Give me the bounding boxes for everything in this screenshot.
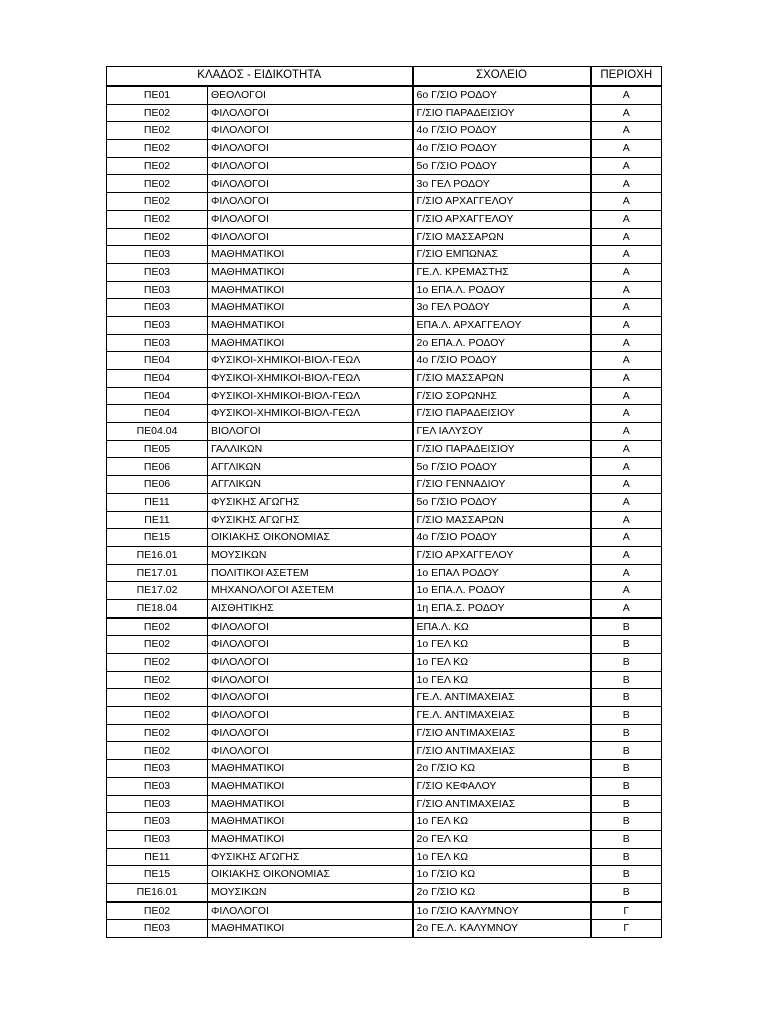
specialty-code-cell: ΠΕ17.01 xyxy=(107,564,208,582)
specialty-code-cell: ΠΕ17.02 xyxy=(107,582,208,600)
school-cell: 4ο Γ/ΣΙΟ ΡΟΔΟΥ xyxy=(413,352,591,370)
table-row xyxy=(107,440,662,458)
specialty-code-cell: ΠΕ02 xyxy=(107,902,208,920)
school-cell: Γ/ΣΙΟ ΣΟΡΩΝΗΣ xyxy=(413,387,591,405)
table-row xyxy=(107,511,662,529)
school-cell: Γ/ΣΙΟ ΑΝΤΙΜΑΧΕΙΑΣ xyxy=(413,795,591,813)
area-cell: Β xyxy=(591,866,662,884)
school-cell: 2ο ΕΠΑ.Λ. ΡΟΔΟΥ xyxy=(413,334,591,352)
specialty-code-cell: ΠΕ04 xyxy=(107,370,208,388)
specialty-code-cell: ΠΕ15 xyxy=(107,866,208,884)
specialty-code-cell: ΠΕ02 xyxy=(107,654,208,672)
school-cell: 1ο ΓΕΛ ΚΩ xyxy=(413,636,591,654)
specialty-code-cell: ΠΕ03 xyxy=(107,281,208,299)
area-cell: Α xyxy=(591,423,662,441)
table-row xyxy=(107,210,662,228)
specialty-name-cell: ΦΙΛΟΛΟΓΟΙ xyxy=(208,210,413,228)
table-row xyxy=(107,299,662,317)
school-cell: 1ο Γ/ΣΙΟ ΚΑΛΥΜΝΟΥ xyxy=(413,902,591,920)
table-row xyxy=(107,671,662,689)
specialty-code-cell: ΠΕ03 xyxy=(107,760,208,778)
table-row xyxy=(107,157,662,175)
school-cell: ΕΠΑ.Λ. ΑΡΧΑΓΓΕΛΟΥ xyxy=(413,316,591,334)
specialty-code-cell: ΠΕ05 xyxy=(107,440,208,458)
area-cell: Α xyxy=(591,140,662,158)
table-row xyxy=(107,564,662,582)
school-cell: Γ/ΣΙΟ ΠΑΡΑΔΕΙΣΙΟΥ xyxy=(413,440,591,458)
area-cell: Γ xyxy=(591,902,662,920)
header-specialty: ΚΛΑΔΟΣ - ΕΙΔΙΚΟΤΗΤΑ xyxy=(107,67,413,87)
area-cell: Γ xyxy=(591,920,662,938)
area-cell: Α xyxy=(591,157,662,175)
area-cell: Β xyxy=(591,724,662,742)
specialty-code-cell: ΠΕ02 xyxy=(107,636,208,654)
area-cell: Α xyxy=(591,352,662,370)
school-cell: ΓΕ.Λ. ΚΡΕΜΑΣΤΗΣ xyxy=(413,263,591,281)
specialty-code-cell: ΠΕ03 xyxy=(107,316,208,334)
area-cell: Α xyxy=(591,476,662,494)
school-cell: Γ/ΣΙΟ ΠΑΡΑΔΕΙΣΙΟΥ xyxy=(413,104,591,122)
specialty-code-cell: ΠΕ02 xyxy=(107,724,208,742)
table-row xyxy=(107,175,662,193)
area-cell: Β xyxy=(591,848,662,866)
specialty-code-cell: ΠΕ03 xyxy=(107,813,208,831)
table-row xyxy=(107,387,662,405)
specialty-code-cell: ΠΕ04.04 xyxy=(107,423,208,441)
specialty-code-cell: ΠΕ16.01 xyxy=(107,546,208,564)
table-row xyxy=(107,316,662,334)
area-cell: Α xyxy=(591,175,662,193)
specialty-name-cell: ΦΙΛΟΛΟΓΟΙ xyxy=(208,193,413,211)
area-cell: Α xyxy=(591,210,662,228)
table-row xyxy=(107,246,662,264)
specialty-name-cell: ΜΟΥΣΙΚΩΝ xyxy=(208,883,413,901)
table-row xyxy=(107,795,662,813)
specialty-name-cell: ΦΙΛΟΛΟΓΟΙ xyxy=(208,689,413,707)
table-row xyxy=(107,529,662,547)
specialty-name-cell: ΜΟΥΣΙΚΩΝ xyxy=(208,546,413,564)
area-cell: Α xyxy=(591,281,662,299)
school-cell: 6ο Γ/ΣΙΟ ΡΟΔΟΥ xyxy=(413,86,591,104)
area-cell: Β xyxy=(591,742,662,760)
specialty-code-cell: ΠΕ02 xyxy=(107,742,208,760)
table-row xyxy=(107,848,662,866)
table-row xyxy=(107,334,662,352)
area-cell: Α xyxy=(591,334,662,352)
school-cell: 1ο ΓΕΛ ΚΩ xyxy=(413,654,591,672)
specialty-code-cell: ΠΕ02 xyxy=(107,689,208,707)
area-cell: Β xyxy=(591,883,662,901)
specialty-code-cell: ΠΕ01 xyxy=(107,86,208,104)
table-row xyxy=(107,546,662,564)
school-cell: ΕΠΑ.Λ. ΚΩ xyxy=(413,618,591,636)
specialty-code-cell: ΠΕ04 xyxy=(107,405,208,423)
specialty-name-cell: ΜΑΘΗΜΑΤΙΚΟΙ xyxy=(208,299,413,317)
specialty-name-cell: ΜΑΘΗΜΑΤΙΚΟΙ xyxy=(208,830,413,848)
table-row xyxy=(107,476,662,494)
specialty-name-cell: ΜΑΘΗΜΑΤΙΚΟΙ xyxy=(208,760,413,778)
specialty-name-cell: ΦΙΛΟΛΟΓΟΙ xyxy=(208,707,413,725)
area-cell: Β xyxy=(591,689,662,707)
specialty-code-cell: ΠΕ11 xyxy=(107,511,208,529)
area-cell: Α xyxy=(591,440,662,458)
specialty-code-cell: ΠΕ02 xyxy=(107,210,208,228)
specialty-name-cell: ΦΥΣΙΚΗΣ ΑΓΩΓΗΣ xyxy=(208,493,413,511)
table-row xyxy=(107,582,662,600)
specialty-code-cell: ΠΕ06 xyxy=(107,458,208,476)
specialty-name-cell: ΟΙΚΙΑΚΗΣ ΟΙΚΟΝΟΜΙΑΣ xyxy=(208,529,413,547)
specialty-name-cell: ΦΥΣΙΚΗΣ ΑΓΩΓΗΣ xyxy=(208,511,413,529)
table-row xyxy=(107,193,662,211)
table-row xyxy=(107,122,662,140)
table-row xyxy=(107,86,662,104)
table-row xyxy=(107,423,662,441)
school-cell: 4ο Γ/ΣΙΟ ΡΟΔΟΥ xyxy=(413,529,591,547)
specialty-code-cell: ΠΕ02 xyxy=(107,140,208,158)
table-row xyxy=(107,830,662,848)
school-cell: 5ο Γ/ΣΙΟ ΡΟΔΟΥ xyxy=(413,458,591,476)
table-row xyxy=(107,883,662,901)
table-row xyxy=(107,813,662,831)
specialty-code-cell: ΠΕ03 xyxy=(107,920,208,938)
specialty-code-cell: ΠΕ03 xyxy=(107,246,208,264)
school-cell: 5ο Γ/ΣΙΟ ΡΟΔΟΥ xyxy=(413,493,591,511)
school-cell: Γ/ΣΙΟ ΕΜΠΩΝΑΣ xyxy=(413,246,591,264)
area-cell: Α xyxy=(591,299,662,317)
specialty-code-cell: ΠΕ02 xyxy=(107,122,208,140)
specialty-name-cell: ΦΥΣΙΚΟΙ-ΧΗΜΙΚΟΙ-ΒΙΟΛ-ΓΕΩΛ xyxy=(208,405,413,423)
table-row xyxy=(107,689,662,707)
area-cell: Β xyxy=(591,707,662,725)
specialty-name-cell: ΦΙΛΟΛΟΓΟΙ xyxy=(208,671,413,689)
school-cell: Γ/ΣΙΟ ΑΡΧΑΓΓΕΛΟΥ xyxy=(413,193,591,211)
specialty-code-cell: ΠΕ11 xyxy=(107,493,208,511)
table-row xyxy=(107,370,662,388)
table-row xyxy=(107,618,662,636)
table-row xyxy=(107,636,662,654)
specialty-name-cell: ΦΙΛΟΛΟΓΟΙ xyxy=(208,724,413,742)
specialty-code-cell: ΠΕ02 xyxy=(107,228,208,246)
specialty-code-cell: ΠΕ04 xyxy=(107,352,208,370)
specialty-name-cell: ΦΙΛΟΛΟΓΟΙ xyxy=(208,902,413,920)
area-cell: Α xyxy=(591,122,662,140)
specialty-code-cell: ΠΕ02 xyxy=(107,157,208,175)
area-cell: Α xyxy=(591,193,662,211)
specialty-code-cell: ΠΕ02 xyxy=(107,193,208,211)
area-cell: Α xyxy=(591,546,662,564)
school-cell: 2ο ΓΕΛ ΚΩ xyxy=(413,830,591,848)
specialty-name-cell: ΦΙΛΟΛΟΓΟΙ xyxy=(208,157,413,175)
school-cell: Γ/ΣΙΟ ΠΑΡΑΔΕΙΣΙΟΥ xyxy=(413,405,591,423)
school-cell: 2ο ΓΕ.Λ. ΚΑΛΥΜΝΟΥ xyxy=(413,920,591,938)
specialty-code-cell: ΠΕ03 xyxy=(107,777,208,795)
vacancies-table xyxy=(106,66,662,938)
specialty-name-cell: ΒΙΟΛΟΓΟΙ xyxy=(208,423,413,441)
table-row xyxy=(107,777,662,795)
table-body xyxy=(107,86,662,938)
specialty-name-cell: ΜΑΘΗΜΑΤΙΚΟΙ xyxy=(208,813,413,831)
header-school: ΣΧΟΛΕΙΟ xyxy=(413,67,591,87)
specialty-name-cell: ΜΑΘΗΜΑΤΙΚΟΙ xyxy=(208,316,413,334)
school-cell: Γ/ΣΙΟ ΜΑΣΣΑΡΩΝ xyxy=(413,370,591,388)
specialty-name-cell: ΜΑΘΗΜΑΤΙΚΟΙ xyxy=(208,246,413,264)
school-cell: Γ/ΣΙΟ ΜΑΣΣΑΡΩΝ xyxy=(413,228,591,246)
school-cell: Γ/ΣΙΟ ΓΕΝΝΑΔΙΟΥ xyxy=(413,476,591,494)
school-cell: ΓΕ.Λ. ΑΝΤΙΜΑΧΕΙΑΣ xyxy=(413,689,591,707)
table-row xyxy=(107,140,662,158)
school-cell: 1ο ΕΠΑ.Λ. ΡΟΔΟΥ xyxy=(413,281,591,299)
specialty-code-cell: ΠΕ02 xyxy=(107,175,208,193)
table-row xyxy=(107,599,662,617)
school-cell: Γ/ΣΙΟ ΑΝΤΙΜΑΧΕΙΑΣ xyxy=(413,724,591,742)
header-area: ΠΕΡΙΟΧΗ xyxy=(591,67,662,87)
specialty-code-cell: ΠΕ04 xyxy=(107,387,208,405)
area-cell: Α xyxy=(591,529,662,547)
area-cell: Β xyxy=(591,654,662,672)
school-cell: Γ/ΣΙΟ ΑΝΤΙΜΑΧΕΙΑΣ xyxy=(413,742,591,760)
school-cell: Γ/ΣΙΟ ΚΕΦΑΛΟΥ xyxy=(413,777,591,795)
specialty-code-cell: ΠΕ06 xyxy=(107,476,208,494)
area-cell: Β xyxy=(591,830,662,848)
specialty-code-cell: ΠΕ16.01 xyxy=(107,883,208,901)
school-cell: 3ο ΓΕΛ ΡΟΔΟΥ xyxy=(413,175,591,193)
table-row xyxy=(107,458,662,476)
table-row xyxy=(107,228,662,246)
area-cell: Β xyxy=(591,795,662,813)
table-row xyxy=(107,742,662,760)
area-cell: Α xyxy=(591,263,662,281)
school-cell: 3ο ΓΕΛ ΡΟΔΟΥ xyxy=(413,299,591,317)
school-cell: 1ο ΕΠΑ.Λ. ΡΟΔΟΥ xyxy=(413,582,591,600)
school-cell: 2ο Γ/ΣΙΟ ΚΩ xyxy=(413,883,591,901)
specialty-name-cell: ΑΙΣΘΗΤΙΚΗΣ xyxy=(208,599,413,617)
specialty-code-cell: ΠΕ03 xyxy=(107,795,208,813)
table-row xyxy=(107,104,662,122)
area-cell: Β xyxy=(591,777,662,795)
specialty-name-cell: ΓΑΛΛΙΚΩΝ xyxy=(208,440,413,458)
school-cell: 1ο Γ/ΣΙΟ ΚΩ xyxy=(413,866,591,884)
table-row xyxy=(107,724,662,742)
specialty-name-cell: ΜΑΘΗΜΑΤΙΚΟΙ xyxy=(208,263,413,281)
table-row xyxy=(107,493,662,511)
specialty-name-cell: ΜΑΘΗΜΑΤΙΚΟΙ xyxy=(208,795,413,813)
specialty-code-cell: ΠΕ03 xyxy=(107,830,208,848)
specialty-name-cell: ΜΑΘΗΜΑΤΙΚΟΙ xyxy=(208,920,413,938)
specialty-code-cell: ΠΕ02 xyxy=(107,671,208,689)
area-cell: Α xyxy=(591,458,662,476)
area-cell: Α xyxy=(591,246,662,264)
specialty-name-cell: ΜΑΘΗΜΑΤΙΚΟΙ xyxy=(208,777,413,795)
specialty-name-cell: ΦΙΛΟΛΟΓΟΙ xyxy=(208,228,413,246)
table-row xyxy=(107,405,662,423)
table-row xyxy=(107,352,662,370)
table-row xyxy=(107,920,662,938)
area-cell: Α xyxy=(591,564,662,582)
specialty-name-cell: ΜΗΧΑΝΟΛΟΓΟΙ ΑΣΕΤΕΜ xyxy=(208,582,413,600)
specialty-name-cell: ΦΙΛΟΛΟΓΟΙ xyxy=(208,140,413,158)
specialty-name-cell: ΘΕΟΛΟΓΟΙ xyxy=(208,86,413,104)
specialty-name-cell: ΦΙΛΟΛΟΓΟΙ xyxy=(208,742,413,760)
school-cell: 1ο ΓΕΛ ΚΩ xyxy=(413,813,591,831)
table-row xyxy=(107,866,662,884)
area-cell: Α xyxy=(591,405,662,423)
specialty-code-cell: ΠΕ03 xyxy=(107,263,208,281)
specialty-name-cell: ΦΙΛΟΛΟΓΟΙ xyxy=(208,175,413,193)
area-cell: Α xyxy=(591,599,662,617)
school-cell: 2ο Γ/ΣΙΟ ΚΩ xyxy=(413,760,591,778)
specialty-code-cell: ΠΕ15 xyxy=(107,529,208,547)
specialty-name-cell: ΦΥΣΙΚΟΙ-ΧΗΜΙΚΟΙ-ΒΙΟΛ-ΓΕΩΛ xyxy=(208,370,413,388)
school-cell: 4ο Γ/ΣΙΟ ΡΟΔΟΥ xyxy=(413,140,591,158)
area-cell: Α xyxy=(591,493,662,511)
specialty-name-cell: ΦΙΛΟΛΟΓΟΙ xyxy=(208,636,413,654)
specialty-name-cell: ΑΓΓΛΙΚΩΝ xyxy=(208,476,413,494)
school-cell: Γ/ΣΙΟ ΜΑΣΣΑΡΩΝ xyxy=(413,511,591,529)
area-cell: Α xyxy=(591,387,662,405)
specialty-name-cell: ΜΑΘΗΜΑΤΙΚΟΙ xyxy=(208,281,413,299)
specialty-code-cell: ΠΕ02 xyxy=(107,104,208,122)
area-cell: Α xyxy=(591,86,662,104)
area-cell: Β xyxy=(591,813,662,831)
specialty-name-cell: ΦΥΣΙΚΟΙ-ΧΗΜΙΚΟΙ-ΒΙΟΛ-ΓΕΩΛ xyxy=(208,352,413,370)
specialty-code-cell: ΠΕ18.04 xyxy=(107,599,208,617)
specialty-name-cell: ΦΙΛΟΛΟΓΟΙ xyxy=(208,618,413,636)
area-cell: Α xyxy=(591,228,662,246)
specialty-name-cell: ΦΙΛΟΛΟΓΟΙ xyxy=(208,654,413,672)
area-cell: Α xyxy=(591,316,662,334)
area-cell: Α xyxy=(591,582,662,600)
specialty-name-cell: ΦΥΣΙΚΗΣ ΑΓΩΓΗΣ xyxy=(208,848,413,866)
specialty-name-cell: ΑΓΓΛΙΚΩΝ xyxy=(208,458,413,476)
area-cell: Β xyxy=(591,618,662,636)
specialty-code-cell: ΠΕ03 xyxy=(107,334,208,352)
specialty-code-cell: ΠΕ02 xyxy=(107,618,208,636)
area-cell: Α xyxy=(591,104,662,122)
table-row xyxy=(107,654,662,672)
school-cell: 1η ΕΠΑ.Σ. ΡΟΔΟΥ xyxy=(413,599,591,617)
school-cell: 1ο ΕΠΑΛ ΡΟΔΟΥ xyxy=(413,564,591,582)
table-row xyxy=(107,263,662,281)
area-cell: Β xyxy=(591,760,662,778)
school-cell: 1ο ΓΕΛ ΚΩ xyxy=(413,848,591,866)
table-row xyxy=(107,281,662,299)
header-row xyxy=(107,67,662,87)
school-cell: ΓΕ.Λ. ΑΝΤΙΜΑΧΕΙΑΣ xyxy=(413,707,591,725)
specialty-code-cell: ΠΕ02 xyxy=(107,707,208,725)
table-row xyxy=(107,707,662,725)
specialty-name-cell: ΦΙΛΟΛΟΓΟΙ xyxy=(208,104,413,122)
area-cell: Α xyxy=(591,511,662,529)
specialty-name-cell: ΜΑΘΗΜΑΤΙΚΟΙ xyxy=(208,334,413,352)
area-cell: Α xyxy=(591,370,662,388)
table-row xyxy=(107,902,662,920)
table-row xyxy=(107,760,662,778)
school-cell: 4ο Γ/ΣΙΟ ΡΟΔΟΥ xyxy=(413,122,591,140)
specialty-code-cell: ΠΕ03 xyxy=(107,299,208,317)
specialty-name-cell: ΦΥΣΙΚΟΙ-ΧΗΜΙΚΟΙ-ΒΙΟΛ-ΓΕΩΛ xyxy=(208,387,413,405)
school-cell: Γ/ΣΙΟ ΑΡΧΑΓΓΕΛΟΥ xyxy=(413,210,591,228)
specialty-name-cell: ΟΙΚΙΑΚΗΣ ΟΙΚΟΝΟΜΙΑΣ xyxy=(208,866,413,884)
specialty-name-cell: ΦΙΛΟΛΟΓΟΙ xyxy=(208,122,413,140)
school-cell: Γ/ΣΙΟ ΑΡΧΑΓΓΕΛΟΥ xyxy=(413,546,591,564)
specialty-code-cell: ΠΕ11 xyxy=(107,848,208,866)
school-cell: 5ο Γ/ΣΙΟ ΡΟΔΟΥ xyxy=(413,157,591,175)
area-cell: Β xyxy=(591,636,662,654)
school-cell: 1ο ΓΕΛ ΚΩ xyxy=(413,671,591,689)
area-cell: Β xyxy=(591,671,662,689)
school-cell: ΓΕΛ ΙΑΛΥΣΟΥ xyxy=(413,423,591,441)
specialty-name-cell: ΠΟΛΙΤΙΚΟΙ ΑΣΕΤΕΜ xyxy=(208,564,413,582)
